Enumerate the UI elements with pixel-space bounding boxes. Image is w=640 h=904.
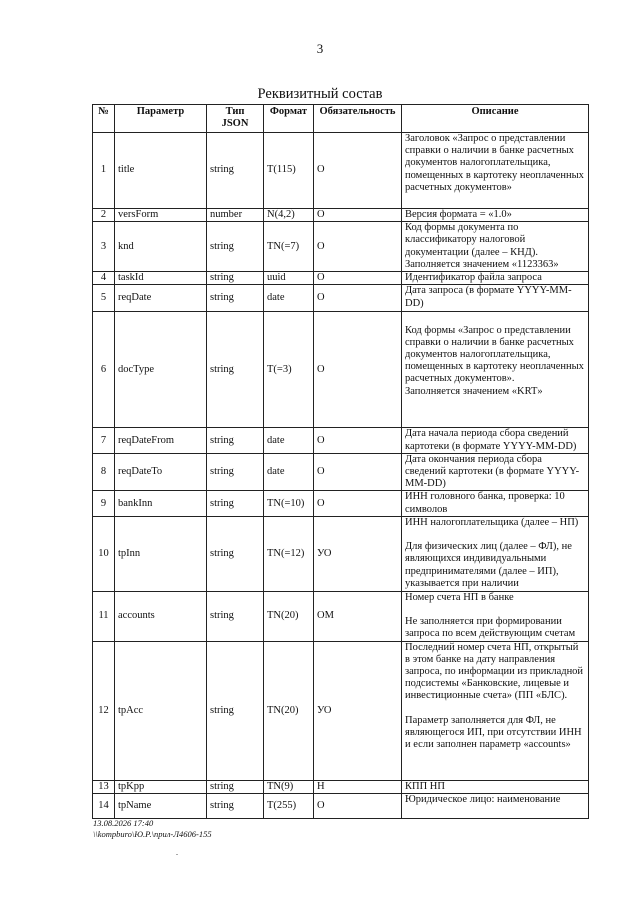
table-row	[93, 222, 589, 272]
cell-description: Код формы «Запрос о представлении справки о наличии в банке расчетных документов налогоплательщика, помещенных в картотеку неоплаченных расчетных документов». Заполняется значением «KRT»	[402, 312, 589, 428]
table-row	[93, 312, 589, 428]
cell-number: 14	[93, 793, 115, 818]
cell-parameter: tpKpp	[115, 780, 207, 793]
cell-required: О	[314, 133, 402, 209]
cell-format: TN(9)	[264, 780, 314, 793]
cell-parameter: tpAcc	[115, 641, 207, 780]
cell-type: string	[207, 516, 264, 591]
cell-description: Номер счета НП в банке Не заполняется при формировании запроса по всем действующим счетам	[402, 591, 589, 641]
cell-type: string	[207, 222, 264, 272]
cell-parameter: title	[115, 133, 207, 209]
cell-format: date	[264, 285, 314, 312]
table-row	[93, 209, 589, 222]
table-row	[93, 272, 589, 285]
cell-format: T(115)	[264, 133, 314, 209]
cell-required: О	[314, 285, 402, 312]
footer-path: \\kompburo\Ю.Р.\прил-Л4606-155	[93, 829, 212, 839]
cell-required: ОМ	[314, 591, 402, 641]
cell-description: Код формы документа по классификатору налоговой документации (далее – КНД). Заполняется значением «1123363»	[402, 222, 589, 272]
cell-number: 5	[93, 285, 115, 312]
cell-parameter: reqDate	[115, 285, 207, 312]
cell-number: 13	[93, 780, 115, 793]
cell-number: 11	[93, 591, 115, 641]
cell-required: УО	[314, 516, 402, 591]
cell-type: string	[207, 780, 264, 793]
cell-description: Дата окончания периода сбора сведений картотеки (в формате YYYY-MM-DD)	[402, 453, 589, 491]
cell-number: 2	[93, 209, 115, 222]
cell-description: Последний номер счета НП, открытый в этом банке на дату направления запроса, по информации из прикладной подсистемы «Банковские, лицевые и инвестиционные счета» (ПП «БЛС). Параметр заполняется для ФЛ, не являющегося ИП, при отсутствии ИНН и если заполнен параметр «accounts»	[402, 641, 589, 780]
col-header-number: №	[93, 105, 115, 133]
table-row	[93, 780, 589, 793]
cell-parameter: tpInn	[115, 516, 207, 591]
cell-required: УО	[314, 641, 402, 780]
cell-type: string	[207, 591, 264, 641]
cell-required: О	[314, 222, 402, 272]
table-row	[93, 285, 589, 312]
footer-mark: .	[176, 848, 178, 857]
cell-number: 8	[93, 453, 115, 491]
cell-required: Н	[314, 780, 402, 793]
cell-number: 10	[93, 516, 115, 591]
cell-required: О	[314, 491, 402, 516]
cell-description: Идентификатор файла запроса	[402, 272, 589, 285]
cell-format: N(4,2)	[264, 209, 314, 222]
cell-description: Дата запроса (в формате YYYY-MM-DD)	[402, 285, 589, 312]
table-row	[93, 491, 589, 516]
cell-number: 1	[93, 133, 115, 209]
cell-format: T(255)	[264, 793, 314, 818]
col-header-description: Описание	[402, 105, 589, 133]
cell-type: string	[207, 453, 264, 491]
footer-note	[93, 818, 212, 840]
cell-required: О	[314, 453, 402, 491]
cell-parameter: accounts	[115, 591, 207, 641]
col-header-parameter: Параметр	[115, 105, 207, 133]
cell-description: Заголовок «Запрос о представлении справки о наличии в банке расчетных документов налогоплательщика, помещенных в картотеку неоплаченных расчетных документов»	[402, 133, 589, 209]
cell-format: TN(=7)	[264, 222, 314, 272]
cell-format: uuid	[264, 272, 314, 285]
cell-required: О	[314, 272, 402, 285]
col-header-json-type: Тип JSON	[207, 105, 264, 133]
cell-parameter: tpName	[115, 793, 207, 818]
footer-date: 13.08.2026 17:40	[93, 818, 154, 828]
cell-parameter: reqDateFrom	[115, 428, 207, 453]
cell-parameter: knd	[115, 222, 207, 272]
cell-number: 3	[93, 222, 115, 272]
cell-description: Дата начала периода сбора сведений картотеки (в формате YYYY-MM-DD)	[402, 428, 589, 453]
cell-type: string	[207, 793, 264, 818]
cell-description: ИНН налогоплательщика (далее – НП) Для физических лиц (далее – ФЛ), не являющихся индивидуальными предпринимателями (далее – ИП), указывается при наличии	[402, 516, 589, 591]
cell-number: 4	[93, 272, 115, 285]
col-header-format: Формат	[264, 105, 314, 133]
cell-description: КПП НП	[402, 780, 589, 793]
cell-type: string	[207, 285, 264, 312]
table-row	[93, 641, 589, 780]
cell-description: Юридическое лицо: наименование	[402, 793, 589, 818]
cell-format: date	[264, 428, 314, 453]
requisites-table	[92, 104, 589, 819]
cell-required: О	[314, 312, 402, 428]
table-row	[93, 793, 589, 818]
cell-parameter: bankInn	[115, 491, 207, 516]
cell-description: Версия формата = «1.0»	[402, 209, 589, 222]
cell-parameter: docType	[115, 312, 207, 428]
cell-type: string	[207, 312, 264, 428]
cell-format: T(=3)	[264, 312, 314, 428]
cell-type: string	[207, 133, 264, 209]
cell-number: 12	[93, 641, 115, 780]
cell-number: 6	[93, 312, 115, 428]
table-row	[93, 591, 589, 641]
cell-required: О	[314, 793, 402, 818]
cell-parameter: versForm	[115, 209, 207, 222]
cell-type: string	[207, 641, 264, 780]
table-title: Реквизитный состав	[257, 86, 383, 102]
cell-parameter: reqDateTo	[115, 453, 207, 491]
cell-number: 9	[93, 491, 115, 516]
cell-type: string	[207, 491, 264, 516]
table-row	[93, 516, 589, 591]
cell-format: TN(20)	[264, 641, 314, 780]
cell-format: TN(20)	[264, 591, 314, 641]
table-row	[93, 453, 589, 491]
table-row	[93, 428, 589, 453]
page-number: 3	[316, 41, 324, 56]
cell-parameter: taskId	[115, 272, 207, 285]
cell-format: TN(=12)	[264, 516, 314, 591]
cell-type: string	[207, 272, 264, 285]
cell-format: date	[264, 453, 314, 491]
cell-type: number	[207, 209, 264, 222]
cell-description: ИНН головного банка, проверка: 10 символов	[402, 491, 589, 516]
cell-format: TN(=10)	[264, 491, 314, 516]
table-row	[93, 133, 589, 209]
col-header-required: Обязательность	[314, 105, 402, 133]
cell-number: 7	[93, 428, 115, 453]
cell-required: О	[314, 428, 402, 453]
cell-type: string	[207, 428, 264, 453]
cell-required: О	[314, 209, 402, 222]
table-header-row	[93, 105, 589, 133]
